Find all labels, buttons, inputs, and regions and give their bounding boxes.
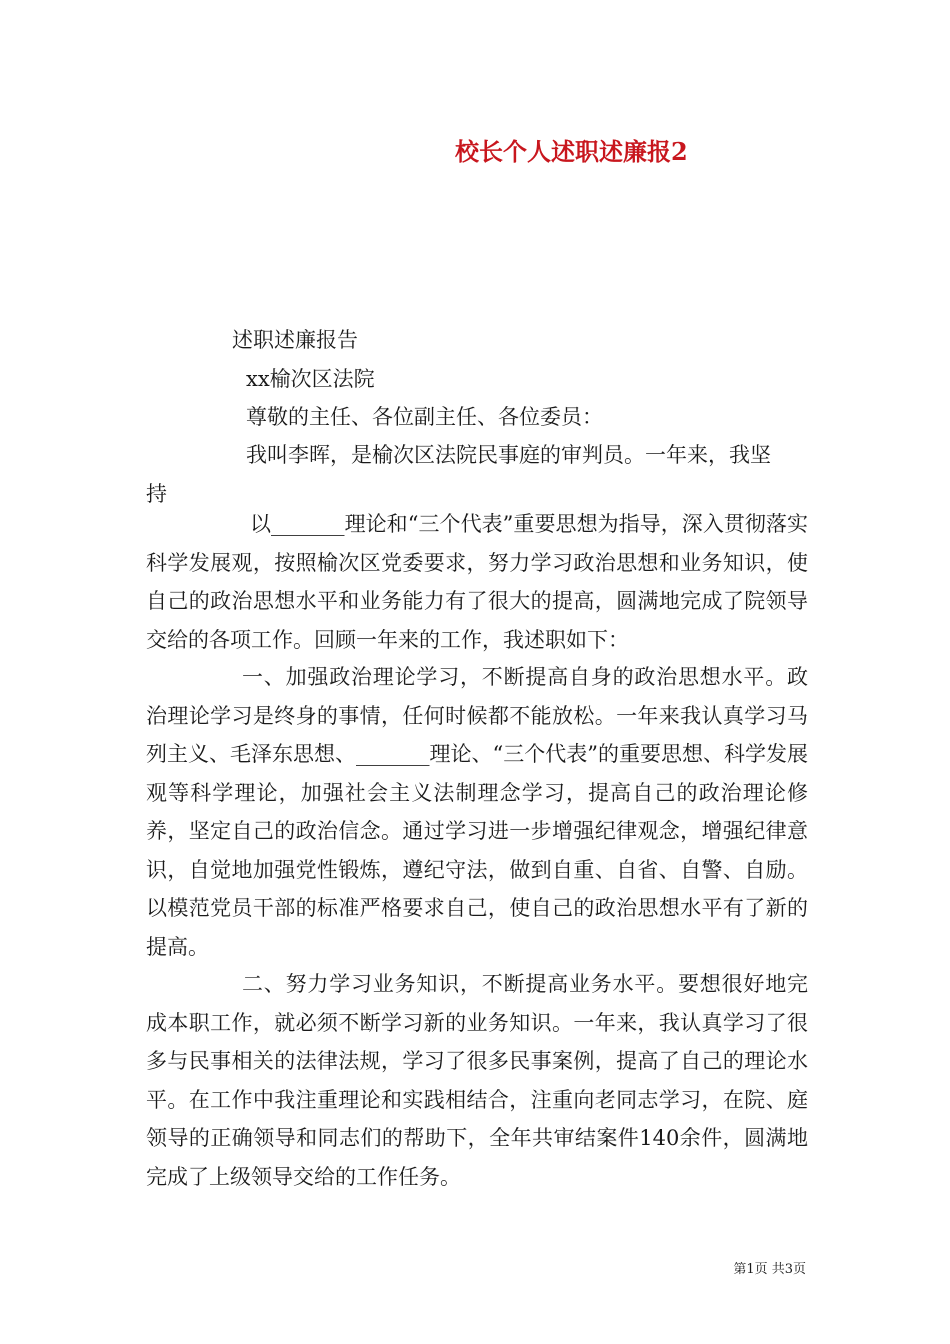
report-heading: 述职述廉报告 <box>232 328 358 352</box>
document-title: 校长个人述职述廉报2 <box>455 137 688 166</box>
paragraph-political-study: 一、加强政治理论学习，不断提高自身的政治思想水平。政治理论学习是终身的事情，任何时候都不能放松。一年来我认真学习马列主义、毛泽东思想、_______理论、“三个代表”的重要思想、科学发展观等科学理论，加强社会主义法制理念学习，提高自己的政治理论修养，坚定自己的政治信念。通过学习进一步增强纪律观念，增强纪律意识，自觉地加强党性锻炼，遵纪守法，做到自重、自省、自警、自励。以模范党员干部的标准严格要求自己，使自己的政治思想水平有了新的提高。 <box>146 665 808 959</box>
salutation: 尊敬的主任、各位副主任、各位委员： <box>246 405 603 429</box>
intro-line: 我叫李晖，是榆次区法院民事庭的审判员。一年来，我坚 <box>246 443 771 467</box>
intro-wrap: 持 <box>146 482 167 506</box>
paragraph-guiding-theory: 以_______理论和“三个代表”重要思想为指导，深入贯彻落实科学发展观，按照榆次区党委要求，努力学习政治思想和业务知识，使自己的政治思想水平和业务能力有了很大的提高，圆满地完成了院领导交给的各项工作。回顾一年来的工作，我述职如下： <box>146 512 808 652</box>
organization-name: xx榆次区法院 <box>246 367 375 391</box>
page-footer: 第1页 共3页 <box>733 1262 806 1277</box>
paragraph-professional-study: 二、努力学习业务知识，不断提高业务水平。要想很好地完成本职工作，就必须不断学习新的业务知识。一年来，我认真学习了很多与民事相关的法律法规，学习了很多民事案例，提高了自己的理论水平。在工作中我注重理论和实践相结合，注重向老同志学习，在院、庭领导的正确领导和同志们的帮助下，全年共审结案件140余件，圆满地完成了上级领导交给的工作任务。 <box>146 972 808 1189</box>
